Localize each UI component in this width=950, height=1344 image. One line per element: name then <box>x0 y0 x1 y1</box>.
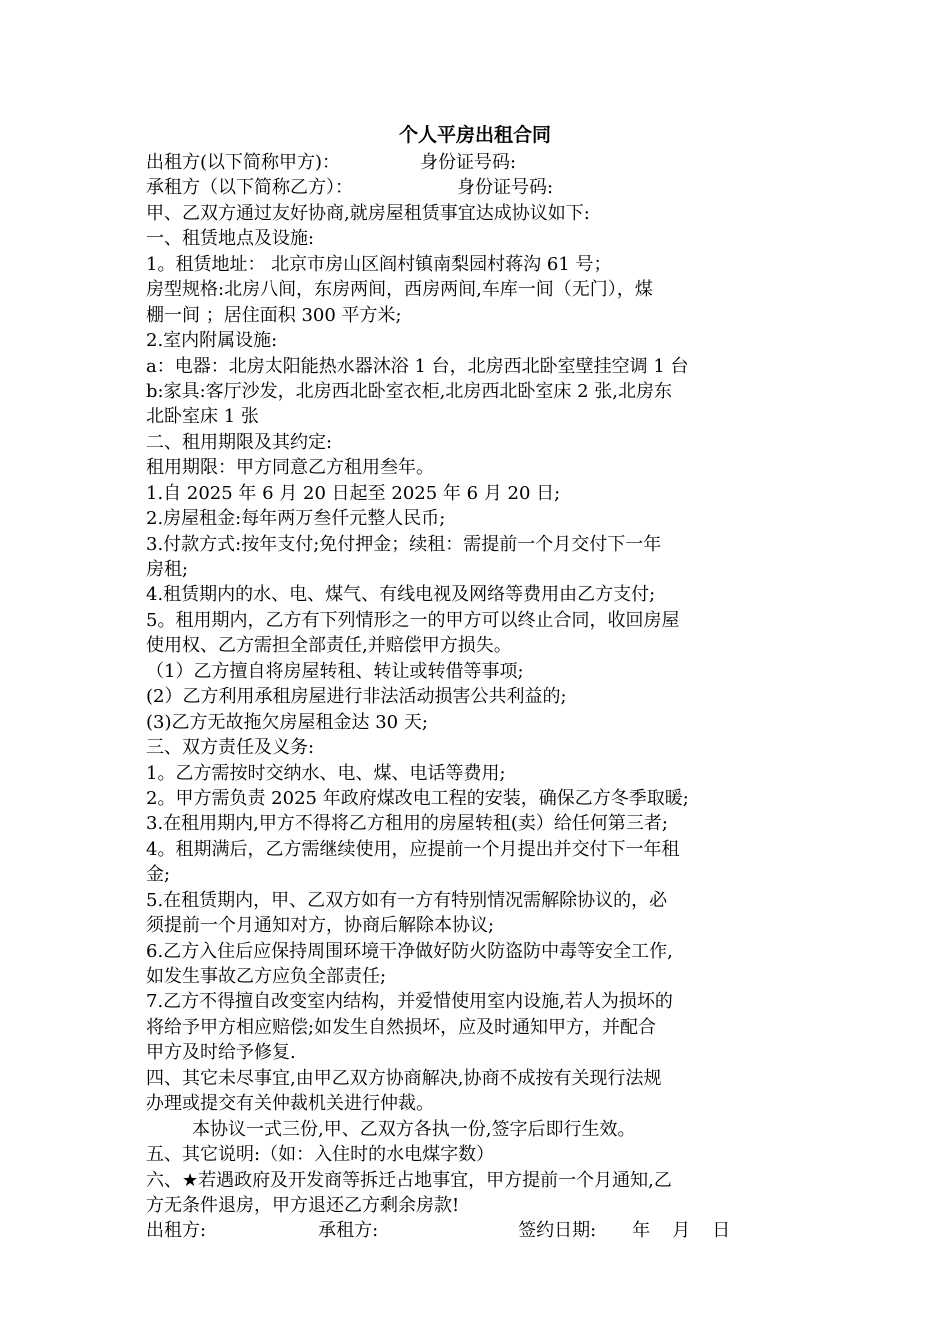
demolition-clause <box>146 1168 806 1193</box>
text-line: 使用权、乙方需担全部责任,并赔偿甲方损失。 <box>146 635 512 657</box>
year-label: 年 <box>632 1220 651 1242</box>
text-line: 办理或提交有关仲裁机关进行仲裁。 <box>146 1093 434 1115</box>
text-line: 7.乙方不得擅自改变室内结构，并爱惜使用室内设施,若人为损坏的 <box>146 991 673 1013</box>
text-line: 棚一间 ；居住面积 300 平方米; <box>146 304 402 326</box>
text-line: 1。乙方需按时交纳水、电、煤、电话等费用; <box>146 762 506 784</box>
text-line: 5.在租赁期内，甲、乙双方如有一方有特别情况需解除协议的，必 <box>146 889 668 911</box>
lessee-signature-label: 承租方: <box>318 1220 379 1242</box>
text-line: 如发生事故乙方应负全部责任; <box>146 966 387 987</box>
text-line: (3)乙方无故拖欠房屋租金达 30 天; <box>146 711 428 733</box>
lessee-label: 承租方（以下简称乙方）： <box>146 177 353 199</box>
sign-date-label: 签约日期: <box>518 1220 597 1242</box>
text-line: a：电器：北房太阳能热水器沐浴 1 台，北房西北卧室壁挂空调 1 台 <box>146 355 689 377</box>
section-heading: 二、租用期限及其约定: <box>146 431 333 453</box>
text-line: 5。租用期内，乙方有下列情形之一的甲方可以终止合同，收回房屋 <box>146 609 680 631</box>
demolition-continuation: 方无条件退房，甲方退还乙方剩余房款! <box>146 1194 460 1216</box>
text-line: 6.乙方入住后应保持周围环境干净做好防火防盗防中毒等安全工作, <box>146 940 673 962</box>
text-line: 3.在租用期内,甲方不得将乙方租用的房屋转租(卖）给任何第三者; <box>146 813 668 835</box>
effect-clause: 本协议一式三份,甲、乙双方各执一份,签字后即行生效。 <box>192 1118 636 1140</box>
text-line: 甲、乙双方通过友好协商,就房屋租赁事宜达成协议如下: <box>146 202 590 224</box>
text-line: b:家具:客厅沙发，北房西北卧室衣柜,北房西北卧室床 2 张,北房东 <box>146 380 672 402</box>
section-heading: 一、租赁地点及设施: <box>146 228 315 250</box>
lessee-id-label: 身份证号码: <box>457 177 554 199</box>
text-line: 2.室内附属设施: <box>146 330 278 352</box>
lessor-label: 出租方(以下简称甲方)： <box>146 152 341 173</box>
text-line: （1）乙方擅自将房屋转租、转让或转借等事项; <box>146 660 524 682</box>
text-line: 租用期限：甲方同意乙方租用叁年。 <box>146 457 434 479</box>
text-line: 北卧室床 1 张 <box>146 406 259 428</box>
signature-line <box>146 1218 806 1243</box>
section-heading: 四、其它未尽事宜,由甲乙双方协商解决,协商不成按有关现行法规 <box>146 1067 662 1089</box>
text-line: 房型规格:北房八间，东房两间，西房两间,车库一间（无门），煤 <box>146 279 653 301</box>
text-line: 1。租赁地址： 北京市房山区阎村镇南梨园村蒋沟 61 号； <box>146 253 612 275</box>
text-line: 3.付款方式:按年支付;免付押金；续租：需提前一个月交付下一年 <box>146 533 662 555</box>
text-line: 将给予甲方相应赔偿;如发生自然损坏，应及时通知甲方，并配合 <box>146 1016 657 1038</box>
text-line: 金; <box>146 864 171 886</box>
month-label: 月 <box>672 1220 691 1242</box>
lessor-signature-label: 出租方: <box>146 1220 207 1242</box>
text-line: 须提前一个月通知对方，协商后解除本协议; <box>146 915 495 937</box>
text-line: 2。甲方需负责 2025 年政府煤改电工程的安装，确保乙方冬季取暖; <box>146 787 689 809</box>
document-title: 个人平房出租合同 <box>398 124 551 146</box>
demolition-prefix: 六、 <box>146 1169 182 1191</box>
section-heading: 三、双方责任及义务: <box>146 737 315 759</box>
text-line: 2.房屋租金:每年两万叁仟元整人民币; <box>146 508 446 530</box>
day-label: 日 <box>712 1220 731 1242</box>
text-line: (2）乙方利用承租房屋进行非法活动损害公共利益的; <box>146 686 567 708</box>
star-icon: ★ <box>182 1169 199 1191</box>
text-line: 4。租期满后，乙方需继续使用，应提前一个月提出并交付下一年租 <box>146 838 680 860</box>
lessor-line <box>146 150 806 175</box>
other-notes: 五、其它说明:（如：入住时的水电煤字数） <box>146 1144 495 1166</box>
demolition-text: 若遇政府及开发商等拆迁占地事宜，甲方提前一个月通知,乙 <box>198 1169 672 1191</box>
text-line: 甲方及时给予修复. <box>146 1042 296 1064</box>
text-line: 1.自 2025 年 6 月 20 日起至 2025 年 6 月 20 日; <box>146 482 561 504</box>
text-line: 4.租赁期内的水、电、煤气、有线电视及网络等费用由乙方支付; <box>146 584 656 606</box>
lessor-id-label: 身份证号码: <box>420 152 517 173</box>
lessee-line <box>146 175 806 200</box>
contract-body <box>146 150 806 1244</box>
text-line: 房租; <box>146 559 189 580</box>
